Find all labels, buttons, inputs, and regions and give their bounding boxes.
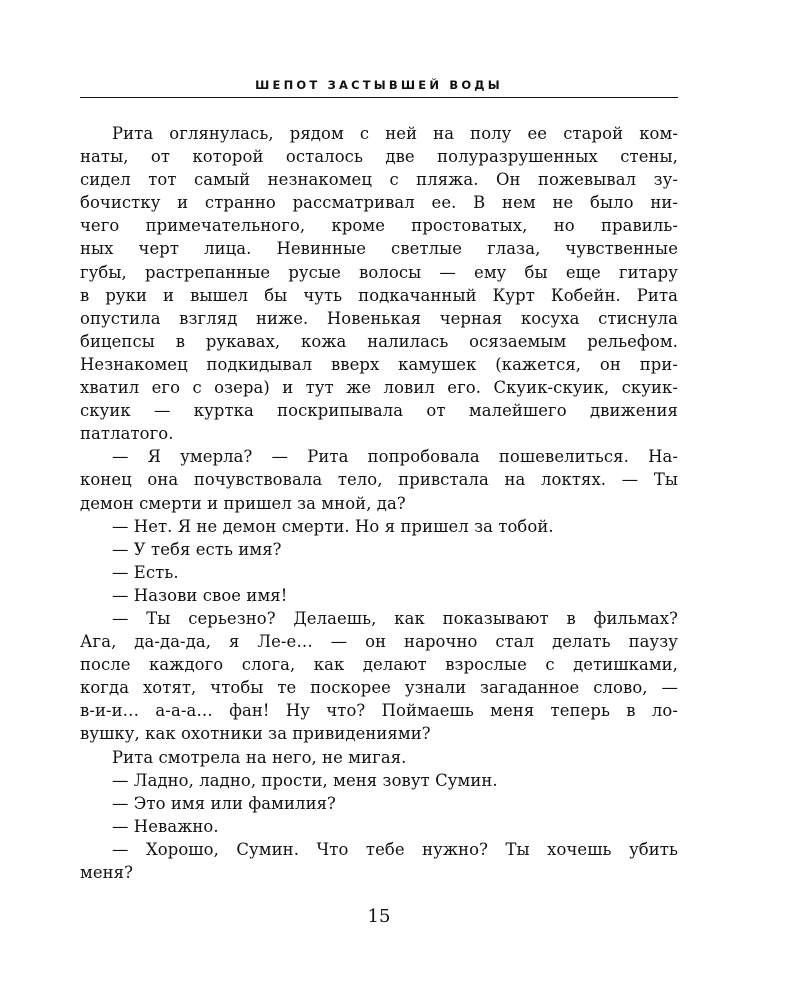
text-line: хватил его с озера) и тут же ловил его. Скуик-скуик, скуик- <box>80 378 678 398</box>
text-line: — Я умерла? — Рита попробовала пошевелиться. На- <box>112 447 678 467</box>
text-line: демон смерти и пришел за мной, да? <box>80 493 406 513</box>
text-line: — Неважно. <box>112 816 219 836</box>
text-line: Ага, да-да-да, я Ле-е… — он нарочно стал делать паузу <box>80 632 678 652</box>
text-line: — Ты серьезно? Делаешь, как показывают в фильмах? <box>112 608 678 628</box>
text-line: когда хотят, чтобы те поскорее узнали загаданное слово, — <box>80 678 678 698</box>
text-line: наты, от которой осталось две полуразрушенных стены, <box>80 147 678 167</box>
body-text <box>80 122 678 884</box>
text-line: — Нет. Я не демон смерти. Но я пришел за тобой. <box>112 516 554 536</box>
text-line: скуик — куртка поскрипывала от малейшего движения <box>80 401 678 421</box>
text-line: ных черт лица. Невинные светлые глаза, чувственные <box>80 239 678 259</box>
text-line: опустила взгляд ниже. Новенькая черная косуха стиснула <box>80 308 678 328</box>
text-line: бицепсы в рукавах, кожа налилась осязаемым рельефом. <box>80 331 678 351</box>
page-number: 15 <box>367 906 391 927</box>
text-line: — Ладно, ладно, прости, меня зовут Сумин. <box>112 770 498 790</box>
text-line: в руки и вышел бы чуть подкачанный Курт Кобейн. Рита <box>80 285 678 305</box>
text-line: — Назови свое имя! <box>112 585 288 605</box>
text-line: в-и-и… а-а-а… фан! Ну что? Поймаешь меня теперь в ло- <box>80 701 678 721</box>
text-line: патлатого. <box>80 424 174 444</box>
text-line: конец она почувствовала тело, привстала на локтях. — Ты <box>80 470 678 490</box>
text-line: — Хорошо, Сумин. Что тебе нужно? Ты хочешь убить <box>112 839 678 859</box>
text-line: после каждого слога, как делают взрослые с детишками, <box>80 655 678 675</box>
text-line: Рита смотрела на него, не мигая. <box>112 747 407 767</box>
text-line: — У тебя есть имя? <box>112 539 282 559</box>
running-header: ШЕПОТ ЗАСТЫВШЕЙ ВОДЫ <box>255 78 503 92</box>
text-line: губы, растрепанные русые волосы — ему бы еще гитару <box>80 262 678 282</box>
text-line: меня? <box>80 863 134 882</box>
text-line: чего примечательного, кроме простоватых, но правиль- <box>80 216 678 236</box>
text-line: — Есть. <box>112 562 179 582</box>
text-line: бочистку и странно рассматривал ее. В нем не было ни- <box>80 193 678 213</box>
text-line: Незнакомец подкидывал вверх камушек (кажется, он при- <box>80 354 678 374</box>
text-line: — Это имя или фамилия? <box>112 793 336 813</box>
text-line: сидел тот самый незнакомец с пляжа. Он пожевывал зу- <box>80 170 678 190</box>
text-line: вушку, как охотники за привидениями? <box>80 724 431 744</box>
text-line: Рита оглянулась, рядом с ней на полу ее старой ком- <box>112 124 678 143</box>
header-rule <box>80 97 678 98</box>
